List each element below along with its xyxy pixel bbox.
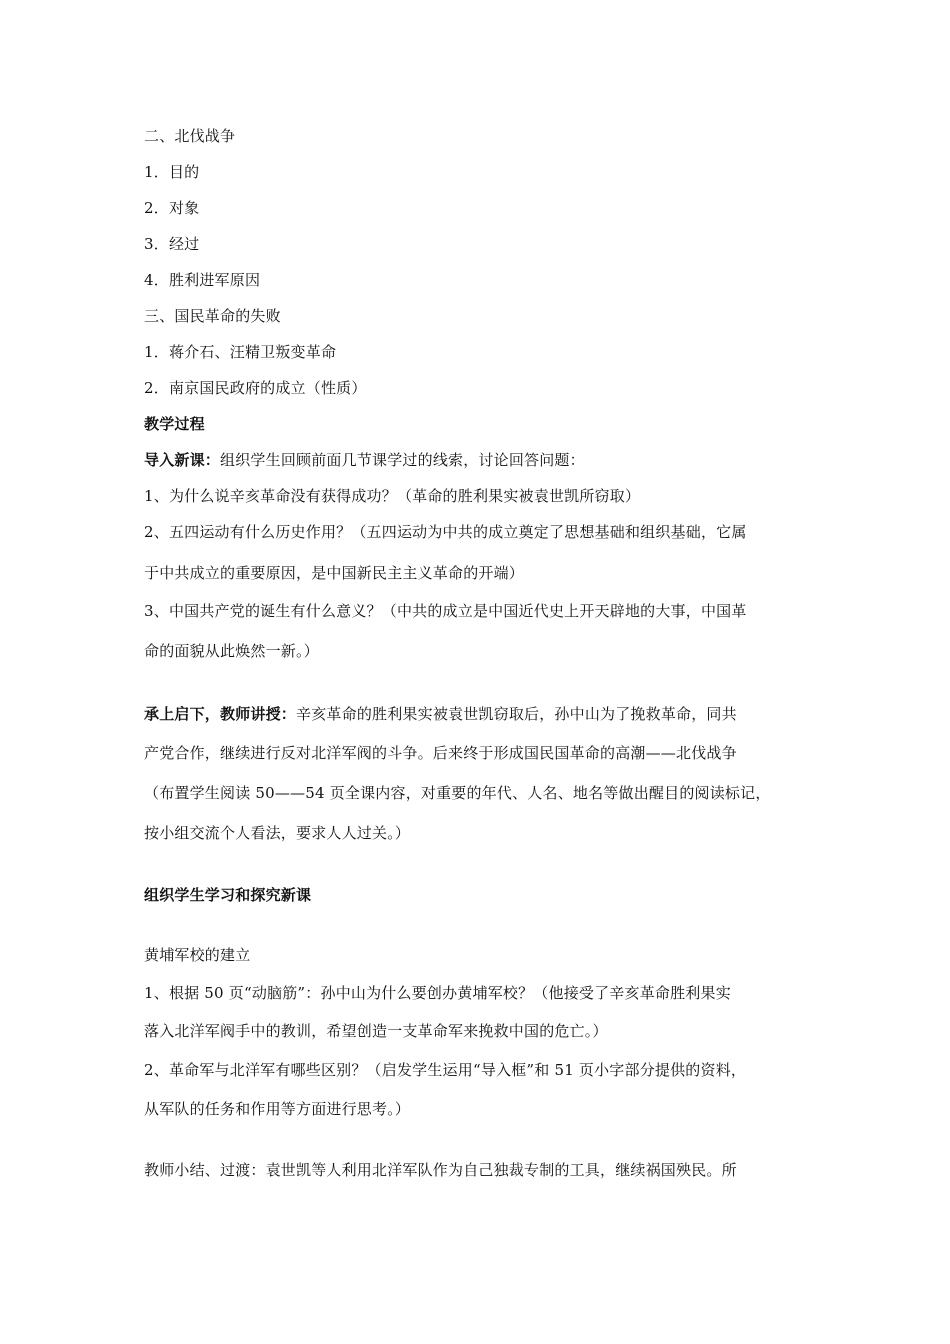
question-line: 3、中国共产党的诞生有什么意义？（中共的成立是中国近代史上开天辟地的大事，中国革 xyxy=(144,602,747,620)
subsection-title: 黄埔军校的建立 xyxy=(144,946,251,964)
intro-text: 组织学生回顾前面几节课学过的线索，讨论回答问题： xyxy=(220,451,585,469)
section-heading-revolution-failure: 三、国民革命的失败 xyxy=(144,307,281,325)
transition-text: 辛亥革命的胜利果实被袁世凯窃取后，孙中山为了挽救革命，同共 xyxy=(296,705,737,723)
discussion-line: 1、根据 50 页“动脑筋”：孙中山为什么要创办黄埔军校？（他接受了辛亥革命胜利果实 xyxy=(144,984,731,1002)
question-line: 2、五四运动有什么历史作用？（五四运动为中共的成立奠定了思想基础和组织基础，它属 xyxy=(144,523,747,541)
explore-heading: 组织学生学习和探究新课 xyxy=(144,886,312,904)
discussion-line: 从军队的任务和作用等方面进行思考。） xyxy=(144,1100,411,1118)
question-line: 1、为什么说辛亥革命没有获得成功？（革命的胜利果实被袁世凯所窃取） xyxy=(144,487,641,505)
discussion-line: 落入北洋军阀手中的教训，希望创造一支革命军来挽救中国的危亡。） xyxy=(144,1022,608,1040)
outline-item: 2．南京国民政府的成立（性质） xyxy=(144,379,367,397)
outline-item: 2．对象 xyxy=(144,199,200,217)
intro-paragraph xyxy=(144,450,814,470)
outline-item: 3．经过 xyxy=(144,235,200,253)
transition-paragraph xyxy=(144,704,814,724)
summary-line: 教师小结、过渡：袁世凯等人利用北洋军队作为自己独裁专制的工具，继续祸国殃民。所 xyxy=(144,1161,737,1179)
teaching-process-heading: 教学过程 xyxy=(144,415,205,433)
transition-line: （布置学生阅读 50——54 页全课内容，对重要的年代、人名、地名等做出醒目的阅读标记， xyxy=(144,784,771,802)
discussion-line: 2、革命军与北洋军有哪些区别？（启发学生运用“导入框”和 51 页小字部分提供的资料， xyxy=(144,1061,747,1079)
transition-label: 承上启下，教师讲授： xyxy=(144,705,297,723)
transition-line: 产党合作，继续进行反对北洋军阀的斗争。后来终于形成国民国革命的高潮——北伐战争 xyxy=(144,744,737,762)
transition-line: 按小组交流个人看法，要求人人过关。） xyxy=(144,824,411,842)
question-line: 于中共成立的重要原因，是中国新民主主义革命的开端） xyxy=(144,564,525,582)
outline-item: 4．胜利进军原因 xyxy=(144,271,261,289)
outline-item: 1．蒋介石、汪精卫叛变革命 xyxy=(144,343,337,361)
question-line: 命的面貌从此焕然一新。） xyxy=(144,642,319,660)
section-heading-northern-expedition: 二、北伐战争 xyxy=(144,127,236,145)
outline-item: 1．目的 xyxy=(144,163,200,181)
intro-label: 导入新课： xyxy=(144,451,221,469)
